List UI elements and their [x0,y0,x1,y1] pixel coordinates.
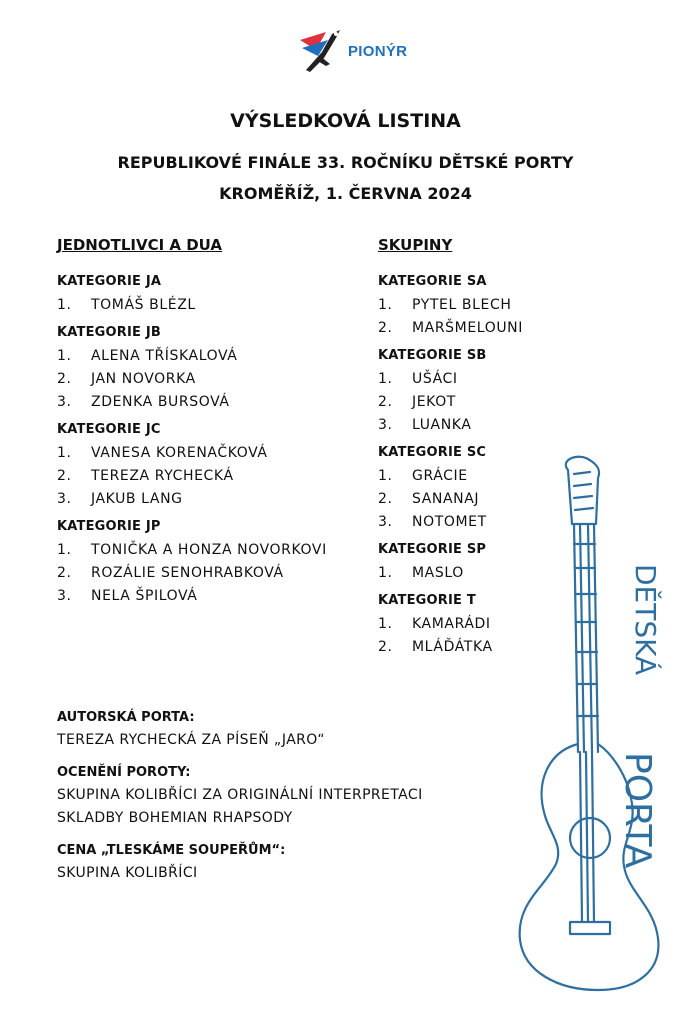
result-entry [378,414,598,437]
result-rank: 2. [57,371,72,387]
result-entry [378,368,598,391]
result-name: TOMÁŠ BLÉZL [91,297,196,313]
award-label: AUTORSKÁ PORTA: [57,710,195,725]
result-entry [57,539,357,562]
result-name: UŠÁCI [412,371,458,387]
result-rank: 1. [57,542,72,558]
result-rank: 2. [378,639,393,655]
event-date-location: KROMĚŘÍŽ, 1. ČERVNA 2024 [219,184,472,203]
result-name: NOTOMET [412,514,487,530]
category-title: KATEGORIE JA [57,274,162,289]
result-name: ZDENKA BURSOVÁ [91,394,230,410]
group-category [378,274,598,340]
result-rank: 1. [378,468,393,484]
result-rank: 1. [378,297,393,313]
result-name: MARŠMELOUNI [412,320,523,336]
guitar-text-porta: PORTA [617,752,658,869]
pionyr-logo [296,26,407,76]
pionyr-bird-icon [296,26,342,76]
result-rank: 3. [378,514,393,530]
result-entry [378,317,598,340]
category-title: KATEGORIE SC [378,445,487,460]
result-entry [57,488,357,511]
groups-heading: SKUPINY [378,236,453,254]
result-rank: 2. [57,468,72,484]
individual-category [57,274,357,317]
result-entry [57,391,357,414]
result-name: JAN NOVORKA [91,371,196,387]
award-label: CENA „TLESKÁME SOUPEŘŮM“: [57,843,286,858]
result-entry [57,442,357,465]
result-rank: 1. [378,371,393,387]
individual-category [57,422,357,511]
result-entry [57,368,357,391]
group-category [378,348,598,437]
category-title: KATEGORIE JB [57,325,161,340]
award-item [57,843,497,885]
page-title: VÝSLEDKOVÁ LISTINA [230,110,461,132]
result-name: KAMARÁDI [412,616,491,632]
award-item [57,765,497,830]
guitar-text-detska: DĚTSKÁ [629,564,662,676]
result-entry [57,345,357,368]
result-name: LUANKA [412,417,472,433]
award-text: SKUPINA KOLIBŘÍCI [57,865,198,881]
category-title: KATEGORIE SA [378,274,487,289]
result-entry [57,585,357,608]
result-rank: 2. [57,565,72,581]
result-rank: 2. [378,320,393,336]
result-rank: 1. [57,348,72,364]
result-name: VANESA KORENAČKOVÁ [91,445,268,461]
result-name: GRÁCIE [412,468,468,484]
result-rank: 3. [57,394,72,410]
result-rank: 1. [57,445,72,461]
detska-porta-guitar-logo [498,452,688,997]
award-text: SKUPINA KOLIBŘÍCI ZA ORIGINÁLNÍ INTERPRETACI [57,787,423,803]
result-name: JAKUB LANG [91,491,183,507]
result-rank: 3. [378,417,393,433]
result-entry [57,294,357,317]
result-name: JEKOT [412,394,456,410]
individuals-heading: JEDNOTLIVCI A DUA [57,236,222,254]
result-name: MLÁĎÁTKA [412,639,493,655]
category-title: KATEGORIE JC [57,422,161,437]
award-label: OCENĚNÍ POROTY: [57,765,191,780]
result-rank: 1. [57,297,72,313]
result-rank: 3. [57,491,72,507]
result-name: ROZÁLIE SENOHRABKOVÁ [91,565,284,581]
result-name: MASLO [412,565,464,581]
result-entry [57,465,357,488]
award-text: TEREZA RYCHECKÁ ZA PÍSEŇ „JARO“ [57,732,326,748]
result-entry [57,562,357,585]
individual-category [57,519,357,608]
category-title: KATEGORIE T [378,593,476,608]
event-subtitle: REPUBLIKOVÉ FINÁLE 33. ROČNÍKU DĚTSKÉ PORTY [117,153,574,172]
result-rank: 2. [378,394,393,410]
award-text: SKLADBY BOHEMIAN RHAPSODY [57,810,293,826]
category-title: KATEGORIE SB [378,348,487,363]
special-awards [57,710,497,898]
category-title: KATEGORIE JP [57,519,161,534]
result-name: SANANAJ [412,491,480,507]
result-rank: 1. [378,565,393,581]
result-entry [378,391,598,414]
result-rank: 2. [378,491,393,507]
award-item [57,710,497,752]
result-rank: 1. [378,616,393,632]
result-entry [378,294,598,317]
result-name: NELA ŠPILOVÁ [91,588,198,604]
result-name: TONIČKA A HONZA NOVORKOVI [91,542,327,558]
individual-category [57,325,357,414]
pionyr-logo-text: PIONÝR [348,42,408,60]
individuals-column [57,236,357,616]
category-title: KATEGORIE SP [378,542,487,557]
result-name: ALENA TŘÍSKALOVÁ [91,348,238,364]
result-rank: 3. [57,588,72,604]
result-name: TEREZA RYCHECKÁ [91,468,234,484]
result-name: PYTEL BLECH [412,297,512,313]
